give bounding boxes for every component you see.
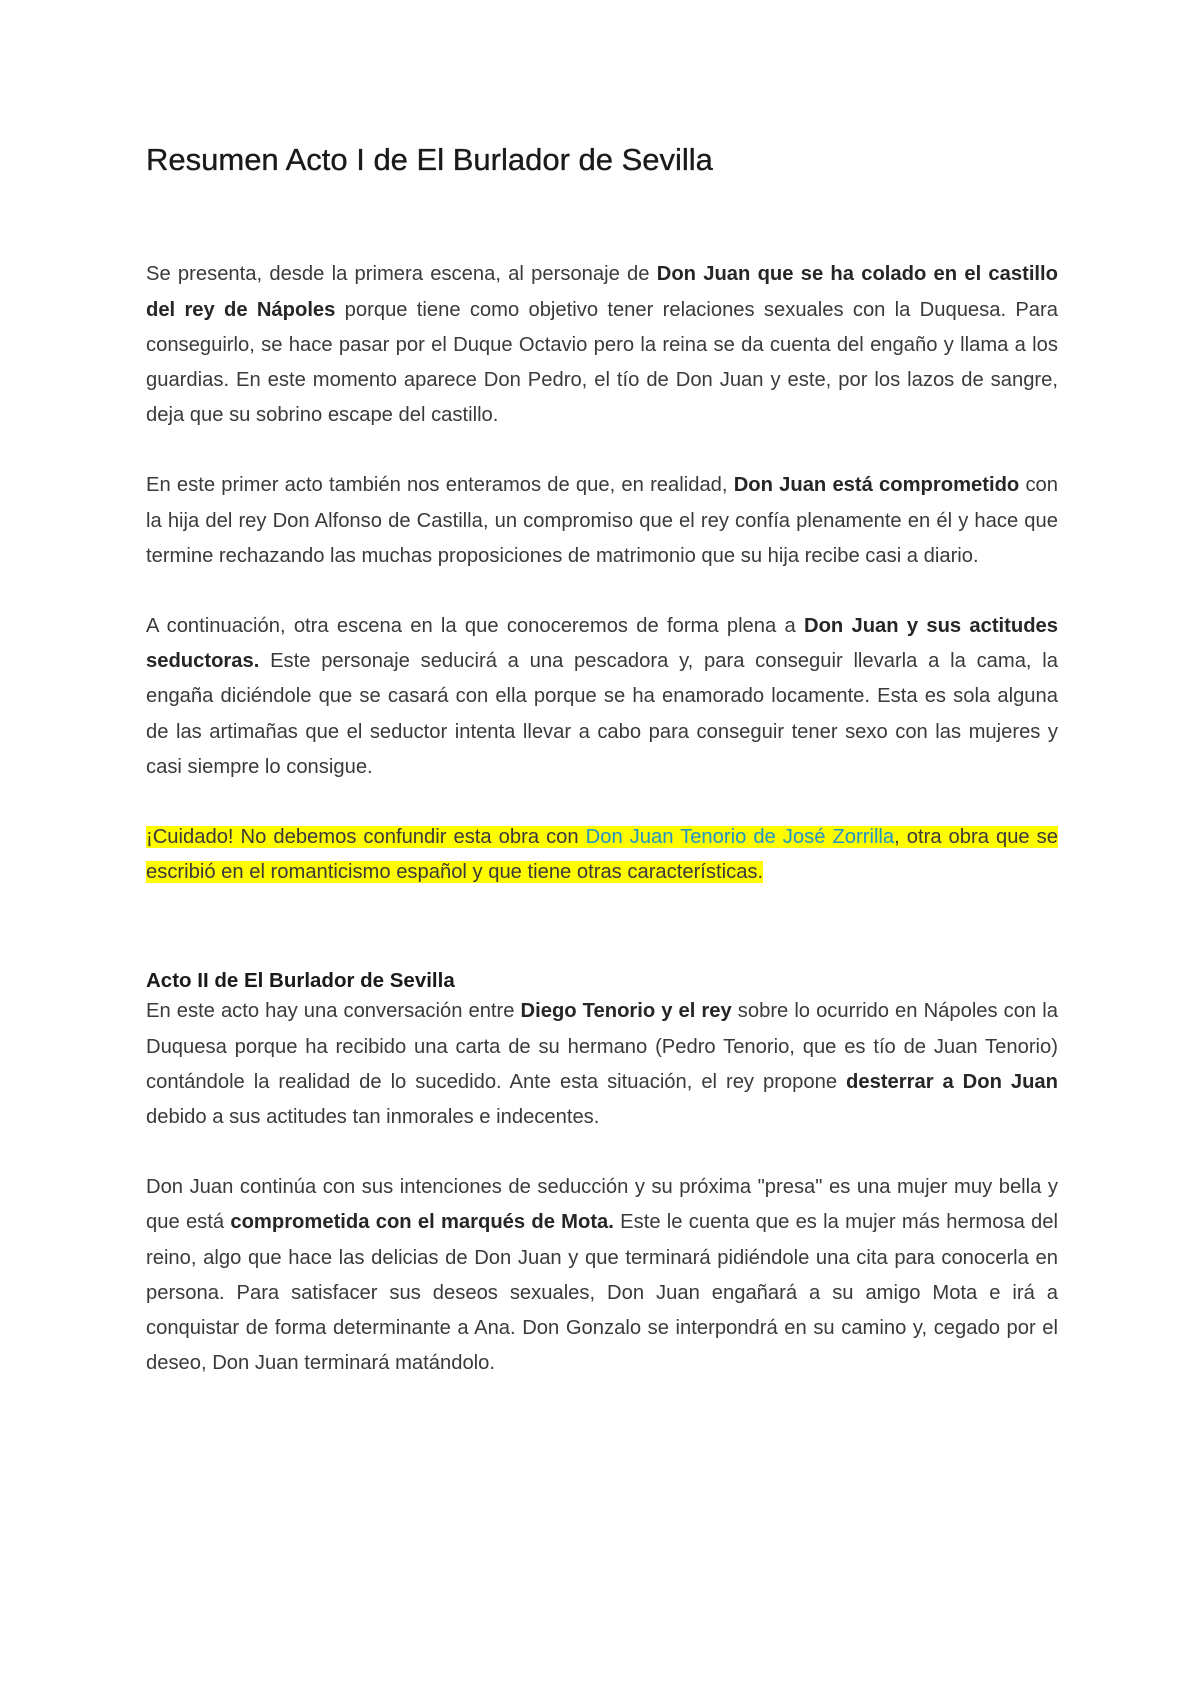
paragraph-intro [146, 257, 1058, 433]
paragraph-text: porque tiene como objetivo tener relaciones sexuales con la Duquesa. Para conseguirlo, se hace pasar por el Duque Octavio pero la reina se da cuenta del engaño y llama a los guardias. En este momento aparece Don Pedro, el tío de Don Juan y este, por los lazos de sangre, deja que su sobrino escape del castillo. [146, 298, 1058, 427]
paragraph-text: En este primer acto también nos enteramos de que, en realidad, [146, 474, 734, 497]
don-juan-tenorio-link[interactable]: Don Juan Tenorio de José Zorrilla [585, 825, 895, 848]
warning-text: , otra obra que se escribió en el romanticismo español y que tiene otras características. [146, 825, 1058, 884]
warning-highlight [146, 826, 1058, 883]
warning-text: ¡Cuidado! No debemos confundir esta obra con [146, 825, 586, 848]
paragraph-text: Este personaje seducirá a una pescadora y, para conseguir llevarla a la cama, la engaña diciéndole que se casará con ella porque se ha enamorado locamente. Esta es sola alguna de las artimañas que el seductor intenta llevar a cabo para conseguir tener sexo con las mujeres y casi siempre lo consigue. [146, 650, 1058, 778]
paragraph-engagement [146, 468, 1058, 574]
section-heading-acto-ii: Acto II de El Burlador de Sevilla [146, 969, 455, 993]
paragraph-text: A continuación, otra escena en la que conoceremos de forma plena a [146, 614, 804, 637]
bold-text: Don Juan y sus actitudes seductoras. [146, 614, 1059, 673]
bold-text: desterrar a Don Juan [846, 1070, 1058, 1093]
bold-text: Don Juan que se ha colado en el castillo del rey de Nápoles [146, 263, 1058, 321]
bold-text: Don Juan está comprometido [733, 474, 1020, 497]
paragraph-text: En este acto hay una conversación entre [146, 1000, 521, 1023]
paragraph-text: sobre lo ocurrido en Nápoles con la Duquesa porque ha recibido una carta de su hermano (Pedro Tenorio, que es tío de Juan Tenorio) contándole la realidad de lo sucedido. Ante esta situación, el rey propone [146, 1000, 1058, 1093]
paragraph-seduction [146, 609, 1058, 785]
paragraph-acto-ii-intro [146, 994, 1058, 1135]
paragraph-acto-ii-mota [146, 1170, 1058, 1381]
document-page [146, 140, 1058, 1416]
warning-paragraph [146, 820, 1058, 890]
paragraph-text: con la hija del rey Don Alfonso de Castilla, un compromiso que el rey confía plenamente en él y hace que termine rechazando las muchas proposiciones de matrimonio que su hija recibe casi a diario. [146, 474, 1058, 567]
document-title: Resumen Acto I de El Burlador de Sevilla [146, 142, 713, 177]
paragraph-text: Don Juan continúa con sus intenciones de seducción y su próxima "presa" es una mujer muy bella y que está [146, 1176, 1058, 1234]
paragraph-text: debido a sus actitudes tan inmorales e indecentes. [146, 1105, 600, 1128]
bold-text: comprometida con el marqués de Mota. [230, 1211, 614, 1234]
bold-text: Diego Tenorio y el rey [520, 1000, 732, 1023]
paragraph-text: Se presenta, desde la primera escena, al personaje de [146, 263, 657, 286]
paragraph-text: Este le cuenta que es la mujer más hermosa del reino, algo que hace las delicias de Don Juan y que terminará pidiéndole una cita para conocerla en persona. Para satisfacer sus deseos sexuales, Don Juan engañará a su amigo Mota e irá a conquistar de forma determinante a Ana. Don Gonzalo se interpondrá en su camino y, cegado por el deseo, Don Juan terminará matándolo. [146, 1211, 1058, 1375]
